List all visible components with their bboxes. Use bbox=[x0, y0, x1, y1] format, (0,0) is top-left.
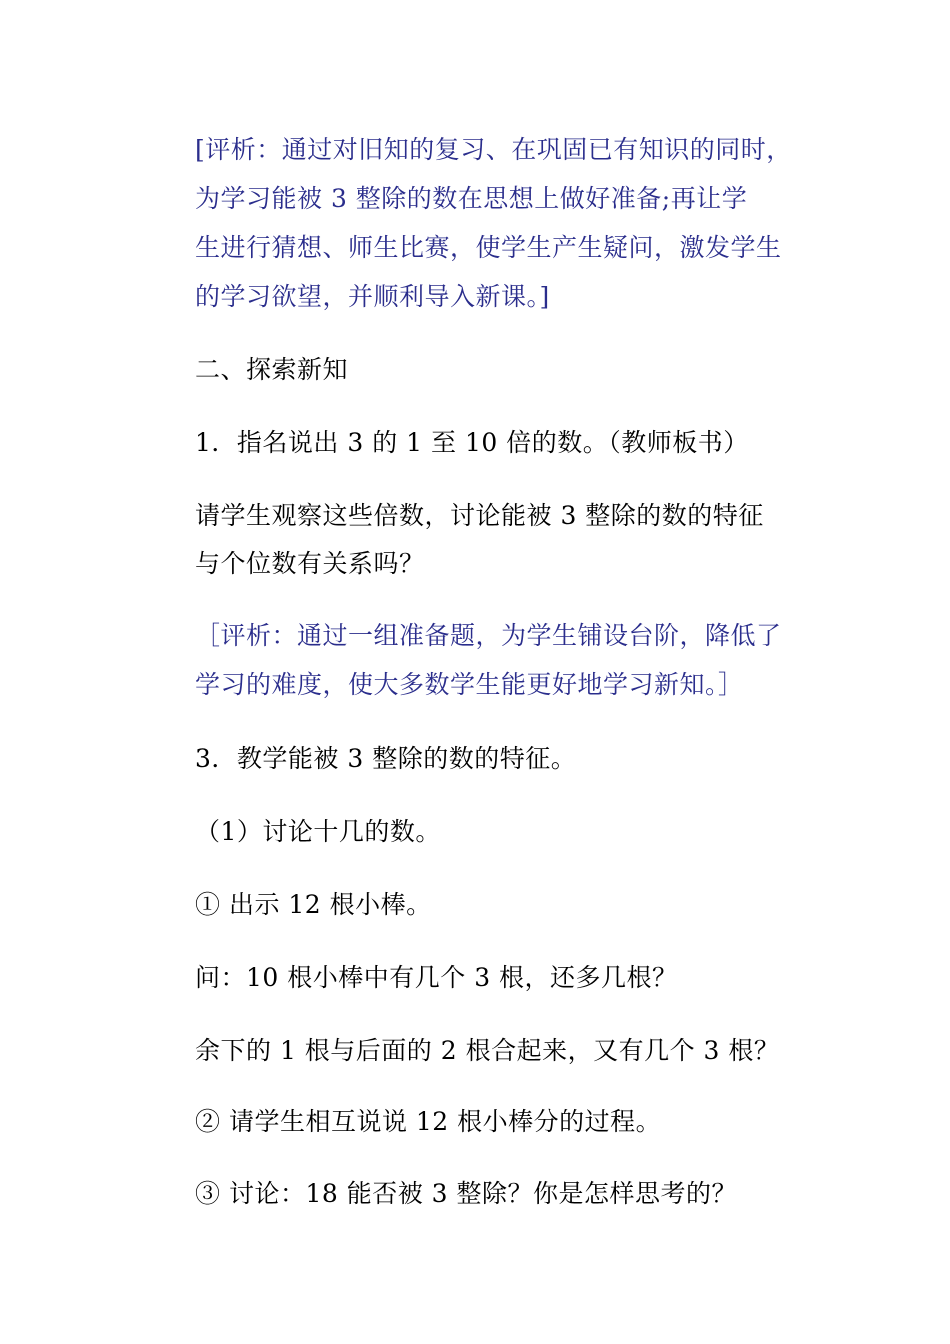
step-3: 3．教学能被 3 整除的数的特征。 bbox=[195, 744, 577, 773]
section-heading: 二、探索新知 bbox=[195, 355, 349, 384]
step-1: 1．指名说出 3 的 1 至 10 倍的数。（教师板书） bbox=[195, 428, 749, 457]
question-line-2: 与个位数有关系吗？ bbox=[195, 549, 425, 578]
comment-1-line-1: [评析：通过对旧知的复习、在巩固已有知识的同时， bbox=[195, 135, 792, 164]
question-line-1: 请学生观察这些倍数，讨论能被 3 整除的数的特征 bbox=[195, 501, 764, 530]
question-ask: 问：10 根小棒中有几个 3 根，还多几根？ bbox=[195, 963, 678, 992]
remainder-question: 余下的 1 根与后面的 2 根合起来，又有几个 3 根？ bbox=[195, 1036, 780, 1065]
comment-2-line-2: 学习的难度，使大多数学生能更好地学习新知。］ bbox=[195, 670, 744, 699]
comment-2-line-1: ［评析：通过一组准备题，为学生铺设台阶，降低了 bbox=[195, 621, 782, 650]
item-circled-3: ③ 讨论：18 能否被 3 整除？你是怎样思考的？ bbox=[195, 1179, 738, 1208]
comment-1-line-3: 生进行猜想、师生比赛，使学生产生疑问，激发学生 bbox=[195, 233, 782, 262]
sub-item-1: （1）讨论十几的数。 bbox=[195, 817, 441, 846]
comment-1-line-4: 的学习欲望，并顺利导入新课。] bbox=[195, 282, 550, 311]
comment-1-line-2: 为学习能被 3 整除的数在思想上做好准备;再让学 bbox=[195, 184, 748, 213]
item-circled-1: ① 出示 12 根小棒。 bbox=[195, 890, 432, 919]
item-circled-2: ② 请学生相互说说 12 根小棒分的过程。 bbox=[195, 1107, 662, 1136]
